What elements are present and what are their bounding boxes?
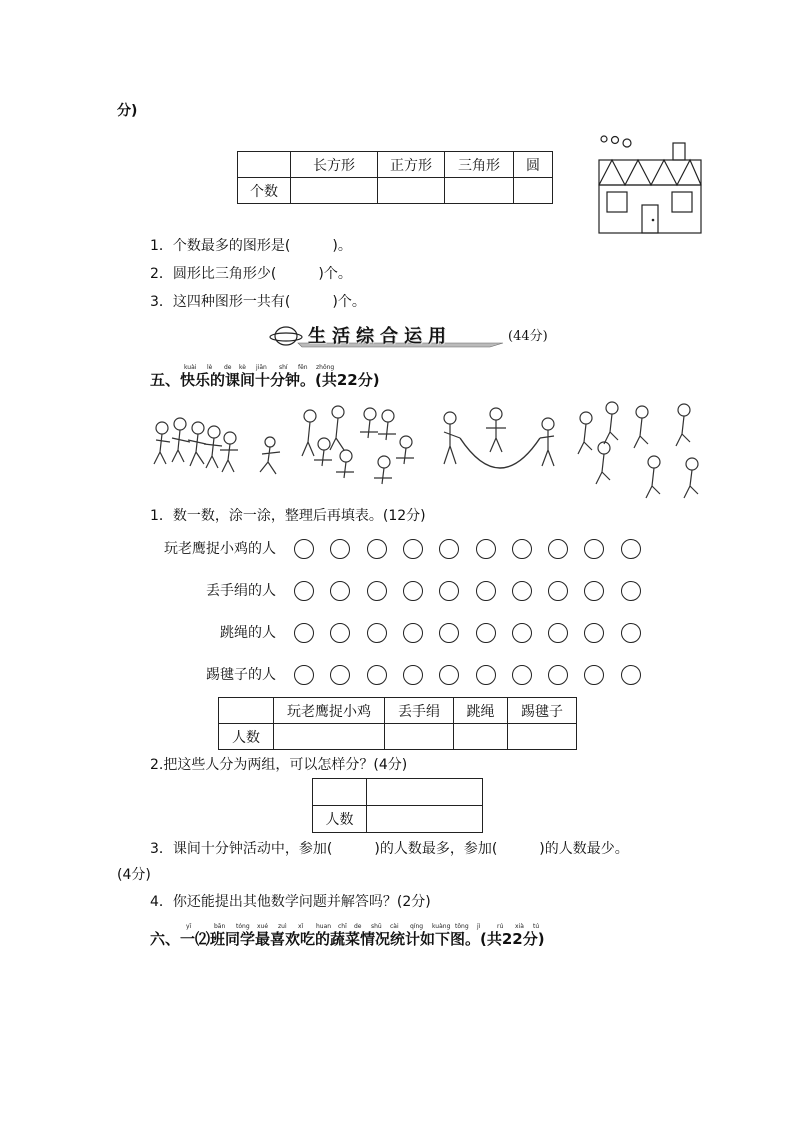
answer-cell[interactable] [508,724,577,750]
color-circle[interactable] [548,623,568,643]
color-circle[interactable] [512,665,532,685]
color-circle[interactable] [512,539,532,559]
answer-cell[interactable] [367,806,483,833]
shape-header-circle: 圆 [514,152,553,178]
smoke-circle-icon [601,136,607,142]
section5-question-3: 3．课间十分钟活动中，参加( )的人数最多，参加( )的人数最少。 [150,841,629,857]
color-circle[interactable] [403,665,423,685]
shape-row-label: 个数 [238,178,291,204]
group-row-label: 人数 [313,806,367,833]
pinyin-ke: kè [239,364,246,371]
pinyin-syllable: jì [477,923,481,930]
row-label-handkerchief: 丢手绢的人 [206,583,276,599]
color-circle[interactable] [294,581,314,601]
color-circle[interactable] [403,539,423,559]
pinyin-syllable: tǒng [455,923,469,930]
pinyin-zhong: zhōng [316,364,335,371]
pinyin-kuai: kuài [184,364,197,371]
pinyin-syllable: qíng [410,923,424,930]
activity-header-jump-rope: 跳绳 [454,698,508,724]
answer-cell[interactable] [378,178,445,204]
shape-header-square: 正方形 [378,152,445,178]
answer-cell[interactable] [367,779,483,806]
activity-header-eagle-chick: 玩老鹰捉小鸡 [274,698,385,724]
pinyin-syllable: xià [515,923,524,930]
shape-header-rectangle: 长方形 [291,152,378,178]
color-circle[interactable] [584,623,604,643]
color-circle[interactable] [476,665,496,685]
pinyin-syllable: shū [371,923,382,930]
shape-question-1: 1．个数最多的图形是( )。 [150,238,352,254]
color-circle[interactable] [621,623,641,643]
color-circle[interactable] [403,623,423,643]
recess-activities-illustration [148,398,712,502]
chimney-rectangle [673,143,685,160]
color-circle[interactable] [476,581,496,601]
answer-cell[interactable] [514,178,553,204]
color-circle[interactable] [294,623,314,643]
pinyin-de: de [224,364,232,371]
answer-cell[interactable] [385,724,454,750]
answer-cell[interactable] [454,724,508,750]
color-circle[interactable] [367,539,387,559]
activity-table-corner [219,698,274,724]
answer-cell[interactable] [445,178,514,204]
shape-count-table [237,151,553,204]
pinyin-syllable: yī [186,923,192,930]
color-circle[interactable] [584,581,604,601]
pinyin-syllable: bān [214,923,226,930]
door-rectangle [642,205,658,233]
shape-question-2: 2．圆形比三角形少( )个。 [150,266,352,282]
answer-cell[interactable] [291,178,378,204]
answer-cell[interactable] [274,724,385,750]
activity-count-table [218,697,577,750]
window-square-right [672,192,692,212]
section5-question-2: 2.把这些人分为两组，可以怎样分？(4分) [150,757,408,773]
house-shapes-illustration [592,132,707,236]
top-fragment-text: 分) [117,103,138,119]
pinyin-syllable: de [354,923,362,930]
color-circle[interactable] [548,581,568,601]
row-label-shuttlecock: 踢毽子的人 [206,667,276,683]
color-circle[interactable] [403,581,423,601]
section5-question-1: 1．数一数，涂一涂，整理后再填表。(12分) [150,508,426,524]
color-circle[interactable] [439,581,459,601]
color-circle[interactable] [439,665,459,685]
banner-title: 生活综合运用 [308,326,452,347]
pinyin-syllable: xǐ [298,923,304,930]
color-circle[interactable] [548,539,568,559]
pinyin-syllable: zuì [278,923,287,930]
color-circle[interactable] [330,581,350,601]
pinyin-shi: shí [279,364,288,371]
pinyin-syllable: tóng [236,923,250,930]
pinyin-jian: jiān [256,364,267,371]
pinyin-syllable: huan [316,923,332,930]
color-circle[interactable] [476,539,496,559]
jump-rope-group [444,408,554,468]
section5-question-4: 4．你还能提出其他数学问题并解答吗？(2分) [150,894,431,910]
pinyin-fen: fēn [298,364,308,371]
color-circle[interactable] [584,665,604,685]
color-circle[interactable] [621,539,641,559]
pinyin-syllable: cài [390,923,399,930]
color-circle[interactable] [439,623,459,643]
color-circle[interactable] [367,623,387,643]
color-circle[interactable] [367,665,387,685]
pinyin-syllable: kuàng [432,923,451,930]
color-circle[interactable] [294,665,314,685]
color-circle[interactable] [548,665,568,685]
section5-title: 五、快乐的课间十分钟。(共22分) [150,371,380,389]
group-count-table [312,778,483,833]
color-circle[interactable] [512,581,532,601]
color-circle[interactable] [584,539,604,559]
pinyin-le: lè [207,364,213,371]
activity-row-label: 人数 [219,724,274,750]
pinyin-syllable: chī [338,923,347,930]
window-square-left [607,192,627,212]
pinyin-syllable: rú [497,923,504,930]
door-knob-circle [652,219,655,222]
color-circle[interactable] [439,539,459,559]
activity-header-shuttlecock: 踢毽子 [508,698,577,724]
color-circle[interactable] [476,623,496,643]
row-label-jump-rope: 跳绳的人 [220,625,276,641]
shape-question-3: 3．这四种图形一共有( )个。 [150,294,366,310]
color-circle[interactable] [621,665,641,685]
color-circle[interactable] [367,581,387,601]
color-circle[interactable] [512,623,532,643]
shape-table-corner [238,152,291,178]
color-circle[interactable] [621,581,641,601]
smoke-circle-icon [612,137,619,144]
eagle-catch-chicks-group [154,418,280,474]
answer-cell[interactable] [313,779,367,806]
banner-score: (44分) [508,329,548,344]
activity-header-handkerchief: 丢手绢 [385,698,454,724]
shape-header-triangle: 三角形 [445,152,514,178]
row-label-eagle-chick: 玩老鹰捉小鸡的人 [164,541,276,557]
pinyin-syllable: xué [257,923,269,930]
smoke-circle-icon [623,139,631,147]
color-circle[interactable] [330,539,350,559]
kick-shuttlecock-group [578,402,698,498]
color-circle[interactable] [294,539,314,559]
section6-title: 六、一⑵班同学最喜欢吃的蔬菜情况统计如下图。(共22分) [150,930,545,948]
roof-triangles [599,160,701,185]
color-circle[interactable] [330,665,350,685]
drop-handkerchief-group [302,406,414,484]
section5-question-3-score: (4分) [117,867,151,883]
planet-icon [275,327,297,345]
color-circle[interactable] [330,623,350,643]
pinyin-syllable: tú [533,923,540,930]
